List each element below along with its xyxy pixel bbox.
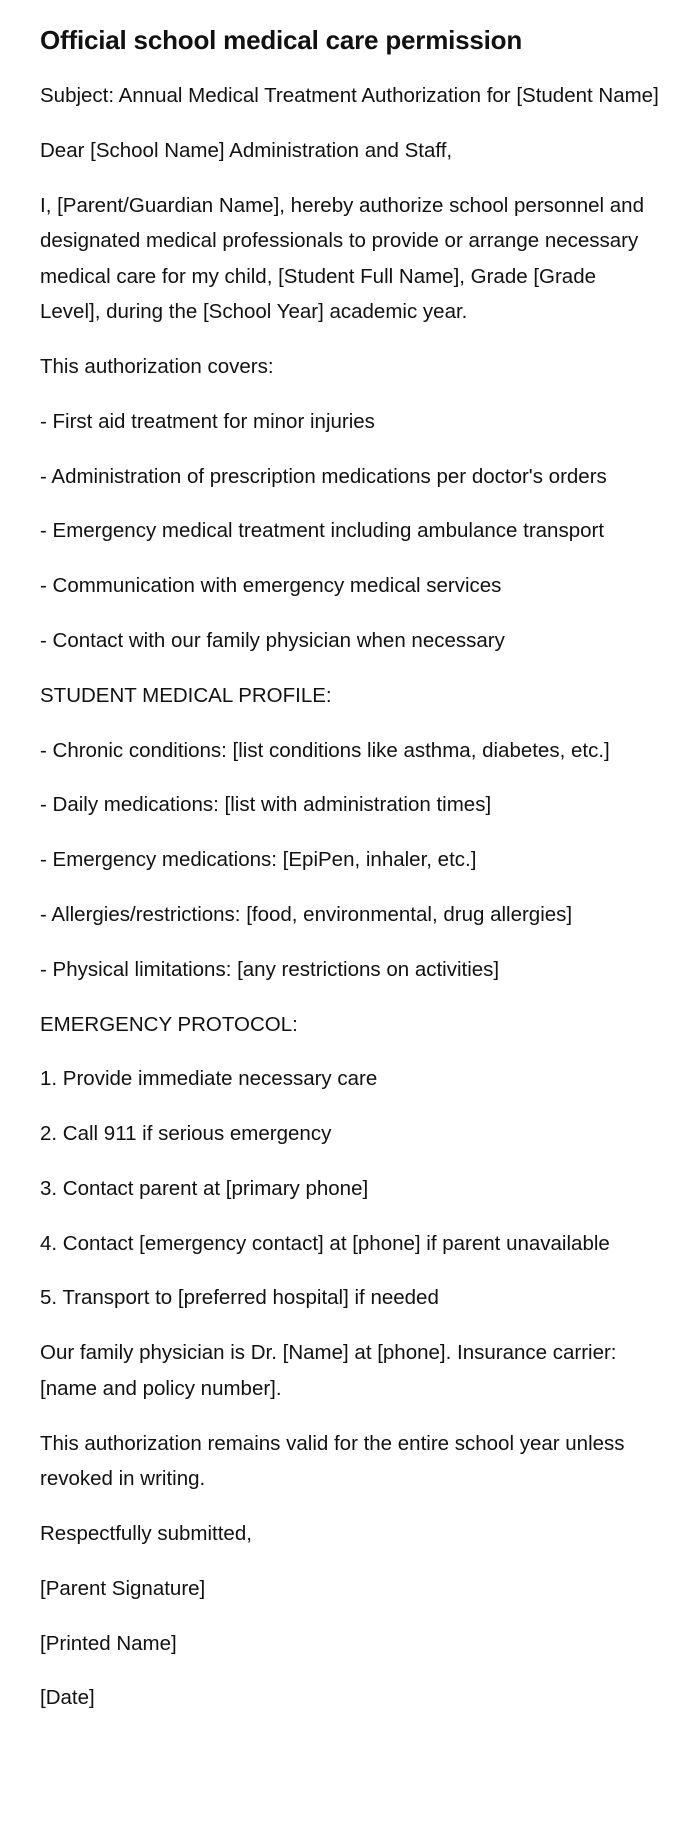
coverage-heading: This authorization covers:: [40, 355, 274, 379]
coverage-item: - First aid treatment for minor injuries: [40, 409, 375, 433]
protocol-step: 1. Provide immediate necessary care: [40, 1067, 378, 1091]
physician-insurance-info: Our family physician is Dr. [Name] at [phone]. Insurance carrier: [name and policy number].: [40, 1341, 617, 1400]
medical-profile-item: - Daily medications: [list with administration times]: [40, 793, 492, 817]
validity-statement: This authorization remains valid for the entire school year unless revoked in writing.: [40, 1431, 625, 1491]
coverage-item: - Communication with emergency medical services: [40, 574, 502, 598]
coverage-item: - Contact with our family physician when necessary: [40, 629, 505, 653]
protocol-step: 4. Contact [emergency contact] at [phone] if parent unavailable: [40, 1231, 610, 1255]
medical-profile-item: - Allergies/restrictions: [food, environmental, drug allergies]: [40, 902, 573, 926]
medical-profile-item: - Emergency medications: [EpiPen, inhaler, etc.]: [40, 848, 477, 872]
emergency-protocol-heading: EMERGENCY PROTOCOL:: [40, 1012, 298, 1036]
protocol-step: 2. Call 911 if serious emergency: [40, 1122, 332, 1146]
medical-profile-heading: STUDENT MEDICAL PROFILE:: [40, 683, 332, 707]
protocol-step: 3. Contact parent at [primary phone]: [40, 1176, 369, 1200]
protocol-step: 5. Transport to [preferred hospital] if needed: [40, 1286, 439, 1310]
salutation: Dear [School Name] Administration and Staff,: [40, 138, 453, 162]
printed-name-placeholder: [Printed Name]: [40, 1631, 177, 1655]
subject-line: Subject: Annual Medical Treatment Authorization for [Student Name]: [40, 84, 659, 107]
authorization-statement: I, [Parent/Guardian Name], hereby authorize school personnel and designated medical professionals to provide or arrange necessary medical care for my child, [Student Full Name], Grade [Grade Level], during the [School Year] academic year.: [40, 193, 644, 324]
closing: Respectfully submitted,: [40, 1521, 252, 1545]
medical-profile-item: - Chronic conditions: [list conditions like asthma, diabetes, etc.]: [40, 738, 610, 762]
medical-profile-item: - Physical limitations: [any restrictions on activities]: [40, 957, 500, 981]
signature-placeholder: [Parent Signature]: [40, 1576, 206, 1600]
document-title: Official school medical care permission: [40, 25, 523, 55]
coverage-item: - Administration of prescription medications per doctor's orders: [40, 464, 607, 488]
date-placeholder: [Date]: [40, 1686, 95, 1710]
coverage-item: - Emergency medical treatment including ambulance transport: [40, 519, 605, 543]
